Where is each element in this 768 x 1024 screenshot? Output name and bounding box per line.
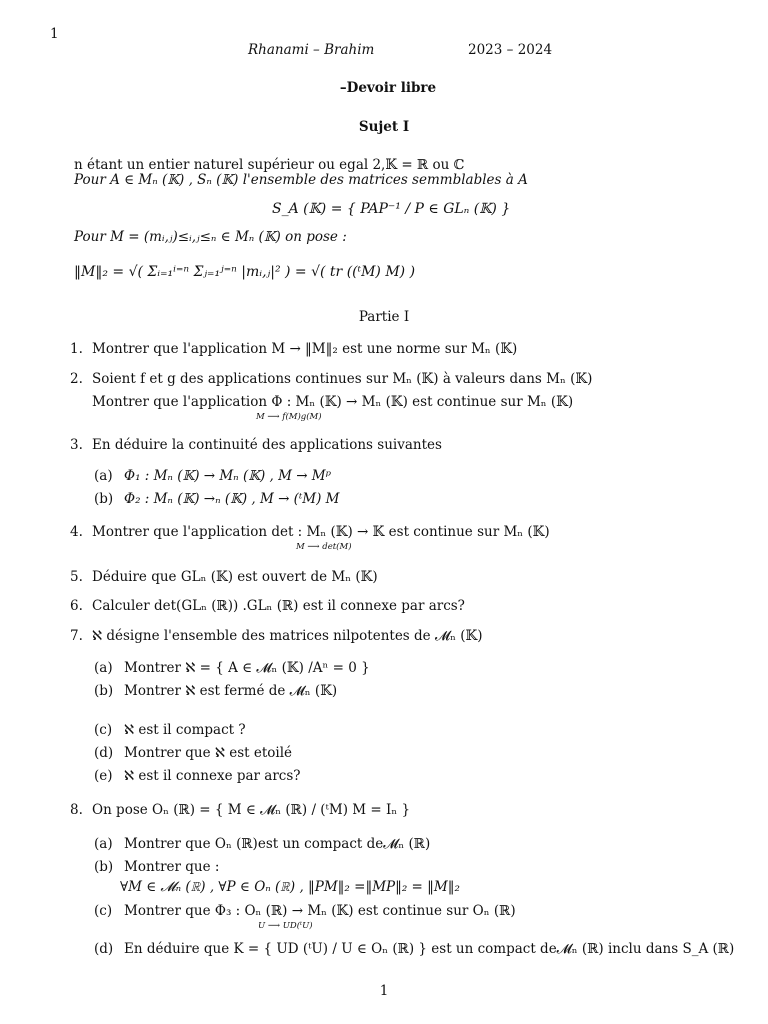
question-5 — [70, 569, 378, 585]
intro-line-2: Pour A ∈ Mₙ (𝕂) , Sₙ (𝕂) l'ensemble des matrices semmblables à A — [74, 172, 528, 188]
question-number: 2. — [70, 371, 83, 387]
item-label: (c) — [94, 903, 113, 919]
item-label: (d) — [94, 941, 114, 957]
item-label: (b) — [94, 683, 114, 699]
subject-title: Sujet I — [358, 119, 410, 135]
question-2-line-2: Montrer que l'application Φ : Mₙ (𝕂) → Mₙ (𝕂) est continue sur Mₙ (𝕂) — [92, 394, 574, 410]
q8-item-a — [94, 836, 430, 852]
question-4-map-rule: M ⟶ det(M) — [296, 542, 352, 552]
question-6 — [70, 598, 465, 614]
intro-line-1: n étant un entier naturel supérieur ou egal 2,𝕂 = ℝ ou ℂ — [74, 157, 465, 173]
question-number: 6. — [70, 598, 83, 614]
q7-item-d — [94, 745, 292, 761]
question-number: 8. — [70, 802, 83, 818]
item-label: (a) — [94, 836, 113, 852]
question-text: Montrer que l'application M → ‖M‖₂ est une norme sur Mₙ (𝕂) — [92, 341, 518, 357]
question-4 — [70, 524, 550, 540]
q8-item-c — [94, 903, 516, 919]
item-label: (a) — [94, 660, 113, 676]
item-text: Montrer que ℵ est etoilé — [124, 745, 293, 761]
question-2-map-rule: M ⟶ f(M)g(M) — [256, 412, 322, 422]
authors: Rhanami – Brahim — [248, 42, 375, 58]
page-corner-number: 1 — [50, 26, 59, 42]
item-text: Montrer que : — [124, 859, 220, 875]
item-label: (c) — [94, 722, 113, 738]
item-text: ℵ est il connexe par arcs? — [124, 768, 301, 784]
q7-item-c — [94, 722, 246, 738]
question-text: ℵ désigne l'ensemble des matrices nilpotentes de 𝓜ₙ (𝕂) — [92, 628, 483, 644]
q7-item-e — [94, 768, 301, 784]
page-number: 1 — [379, 983, 389, 999]
item-label: (a) — [94, 468, 113, 484]
question-number: 5. — [70, 569, 83, 585]
question-7 — [70, 628, 482, 644]
q3-item-a — [94, 468, 331, 484]
item-text: ℵ est il compact ? — [124, 722, 246, 738]
q8-item-b — [94, 859, 219, 875]
q7-item-b — [94, 683, 337, 699]
question-text: Déduire que GLₙ (𝕂) est ouvert de Mₙ (𝕂) — [92, 569, 378, 585]
q3-item-b — [94, 491, 340, 507]
item-label: (d) — [94, 745, 114, 761]
question-2 — [70, 371, 592, 387]
question-8 — [70, 802, 410, 818]
q8-item-b-line-2: ∀M ∈ 𝓜ₙ (ℝ) , ∀P ∈ Oₙ (ℝ) , ‖PM‖₂ =‖MP‖₂ = ‖M‖₂ — [120, 879, 460, 895]
item-label: (b) — [94, 859, 114, 875]
item-label: (b) — [94, 491, 114, 507]
intro-line-3: Pour M = (mᵢ,ⱼ)≤ᵢ,ⱼ≤ₙ ∈ Mₙ (𝕂) on pose : — [74, 229, 347, 245]
q8-item-d — [94, 941, 734, 957]
item-text: Montrer que Oₙ (ℝ)est un compact de𝓜ₙ (ℝ) — [124, 836, 431, 852]
question-1 — [70, 341, 517, 357]
school-year: 2023 – 2024 — [468, 42, 553, 58]
item-text: Montrer ℵ est fermé de 𝓜ₙ (𝕂) — [124, 683, 338, 699]
assignment-title: –Devoir libre — [339, 80, 437, 96]
question-3 — [70, 437, 442, 453]
question-text: Montrer que l'application det : Mₙ (𝕂) → 𝕂 est continue sur Mₙ (𝕂) — [92, 524, 550, 540]
formula-norm: ‖M‖₂ = √( Σᵢ₌₁ⁱ⁼ⁿ Σⱼ₌₁ʲ⁼ⁿ |mᵢ,ⱼ|² ) = √( tr ((ᵗM) M) ) — [74, 264, 416, 280]
q8-item-c-map-rule: U ⟶ UD(ᵗU) — [258, 921, 313, 931]
question-number: 1. — [70, 341, 83, 357]
item-label: (e) — [94, 768, 113, 784]
question-text: Soient f et g des applications continues sur Mₙ (𝕂) à valeurs dans Mₙ (𝕂) — [92, 371, 593, 387]
item-text: Montrer que Φ₃ : Oₙ (ℝ) → Mₙ (𝕂) est continue sur Oₙ (ℝ) — [124, 903, 516, 919]
question-text: On pose Oₙ (ℝ) = { M ∈ 𝓜ₙ (ℝ) / (ᵗM) M = Iₙ } — [92, 802, 411, 818]
question-number: 4. — [70, 524, 83, 540]
part-title: Partie I — [358, 309, 410, 325]
question-text: Calculer det(GLₙ (ℝ)) .GLₙ (ℝ) est il connexe par arcs? — [92, 598, 465, 614]
question-number: 7. — [70, 628, 83, 644]
item-text: En déduire que K = { UD (ᵗU) / U ∈ Oₙ (ℝ) } est un compact de𝓜ₙ (ℝ) inclu dans S_A (ℝ) — [124, 941, 735, 957]
item-text: Montrer ℵ = { A ∈ 𝓜ₙ (𝕂) /Aⁿ = 0 } — [124, 660, 370, 676]
q7-item-a — [94, 660, 370, 676]
item-text: Φ₂ : Mₙ (𝕂) →ₙ (𝕂) , M → (ᵗM) M — [124, 491, 340, 507]
item-text: Φ₁ : Mₙ (𝕂) → Mₙ (𝕂) , M → Mᵖ — [124, 468, 332, 484]
question-number: 3. — [70, 437, 83, 453]
question-text: En déduire la continuité des applications suivantes — [92, 437, 442, 453]
formula-sa: S_A (𝕂) = { PAP⁻¹ / P ∈ GLₙ (𝕂) } — [272, 201, 511, 217]
